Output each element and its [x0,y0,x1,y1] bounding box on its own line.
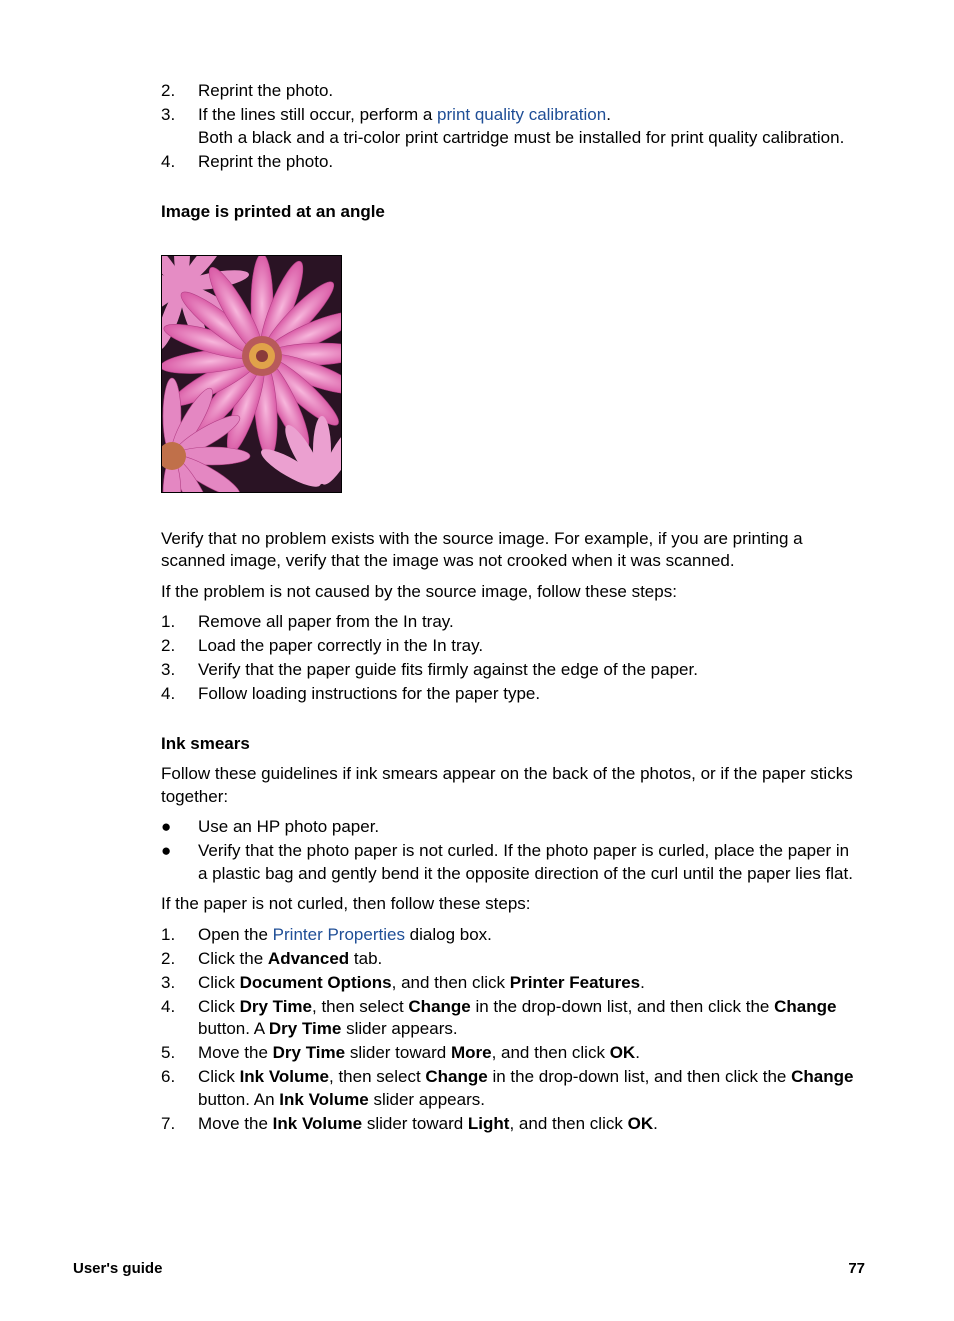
page-content [161,80,861,1137]
list-steps [161,924,861,1136]
list-item: 5. Move the Dry Time slider toward More, and then click OK. [161,1043,640,1062]
list-item [161,659,861,682]
flower-illustration [162,256,341,492]
list-number: 4. [161,151,176,171]
list-number: 2. [161,81,176,100]
list-number: 3. [161,660,176,679]
bullet-icon: ● [161,841,172,860]
page-number: 77 [848,1260,865,1277]
list-text: Reprint the photo. [198,81,334,100]
paragraph-guidelines: Follow these guidelines if ink smears appear on the back of the photos, or if the paper sticks together: [161,764,853,806]
list-top [161,80,861,173]
list-item: 1. Open the Printer Properties dialog box. [161,924,492,944]
list-item: 7. Move the Ink Volume slider toward Light, and then click OK. [161,1113,658,1133]
paragraph-verify: Verify that no problem exists with the source image. For example, if you are printing a scanned image, verify that the image was not crooked when it was scanned. [161,528,803,570]
section-heading-smears: Ink smears [161,733,250,753]
list-text: Remove all paper from the In tray. [198,612,454,631]
list-number: 1. [161,612,176,631]
list-text: Load the paper correctly in the In tray. [198,636,484,655]
list-item [161,683,861,706]
bullet-item [161,840,861,885]
list-note: Both a black and a tri-color print cartridge must be installed for print quality calibration. [198,127,845,147]
print-quality-calibration-link[interactable]: print quality calibration [437,105,607,124]
list-item: 6. Click Ink Volume, then select Change in the drop-down list, and then click the Change button. An Ink Volume slider appears. [161,1067,854,1109]
list-text: Reprint the photo. [198,151,334,171]
page-footer [73,1258,865,1281]
list-item [161,151,861,174]
list-number: 3. [161,105,176,124]
footer-guide-title: User's guide [73,1260,163,1277]
list-item [161,80,861,103]
list-text: Verify that the paper guide fits firmly against the edge of the paper. [198,660,698,679]
list-text: If the lines still occur, perform a print quality calibration. Both a black and a tri-color print cartridge must be installed for print quality calibration. [198,105,845,147]
printer-properties-link[interactable]: Printer Properties [272,924,405,944]
section-heading-angle: Image is printed at an angle [161,202,385,221]
paragraph-not-curled: If the paper is not curled, then follow these steps: [161,894,531,913]
list-item [161,635,861,658]
list-item: 4. Click Dry Time, then select Change in the drop-down list, and then click the Change button. A Dry Time slider appears. [161,996,837,1038]
list-item: 3. Click Document Options, and then click Printer Features. [161,972,645,992]
list-item [161,611,861,634]
bullet-item [161,816,861,839]
list-item [161,104,861,149]
list-item: 2. Click the Advanced tab. [161,948,383,968]
bullet-text: Verify that the photo paper is not curled. If the photo paper is curled, place the paper in a plastic bag and gently bend it the opposite direction of the curl until the paper lies flat. [198,841,853,883]
paragraph-not-caused: If the problem is not caused by the source image, follow these steps: [161,581,677,601]
bullet-icon: ● [161,817,172,836]
list-number: 2. [161,636,176,655]
list-angle [161,611,861,706]
list-number: 4. [161,684,176,703]
list-text: Follow loading instructions for the paper type. [198,684,541,703]
flower-photo-image [161,255,342,493]
bullet-list [161,816,861,885]
bullet-text: Use an HP photo paper. [198,817,380,836]
